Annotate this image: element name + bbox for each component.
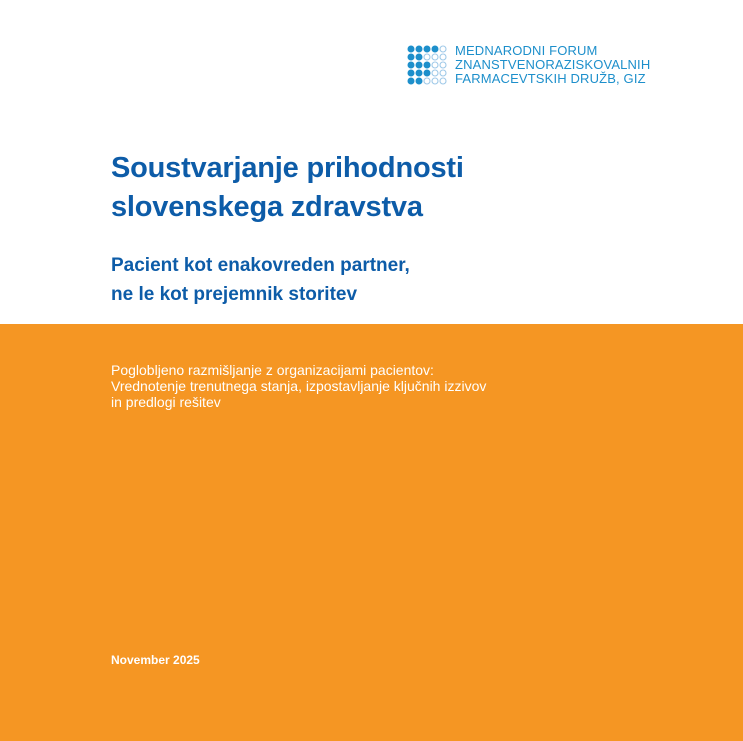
organization-name-line: ZNANSTVENORAZISKOVALNIH <box>455 57 651 72</box>
cover-top-section <box>0 0 743 324</box>
document-title-line: Soustvarjanje prihodnosti <box>111 152 464 184</box>
organization-name-line: MEDNARODNI FORUM <box>455 43 598 58</box>
document-subtitle-line: ne le kot prejemnik storitev <box>111 284 358 305</box>
organization-name-line: FARMACEVTSKIH DRUŽB, GIZ <box>455 71 646 86</box>
document-description-line: in predlogi rešitev <box>111 394 221 410</box>
orange-cover-panel <box>0 324 743 741</box>
dot-matrix-logo-icon <box>407 44 451 88</box>
document-title <box>111 149 671 227</box>
document-title-line: slovenskega zdravstva <box>111 191 423 223</box>
document-description <box>111 362 671 410</box>
organization-logo <box>407 44 707 88</box>
organization-name <box>455 44 715 86</box>
document-description-line: Poglobljeno razmišljanje z organizacijami pacientov: <box>111 362 434 378</box>
document-subtitle <box>111 251 671 309</box>
publication-date: November 2025 <box>111 653 200 667</box>
document-description-line: Vrednotenje trenutnega stanja, izpostavljanje ključnih izzivov <box>111 378 487 394</box>
document-subtitle-line: Pacient kot enakovreden partner, <box>111 255 410 276</box>
